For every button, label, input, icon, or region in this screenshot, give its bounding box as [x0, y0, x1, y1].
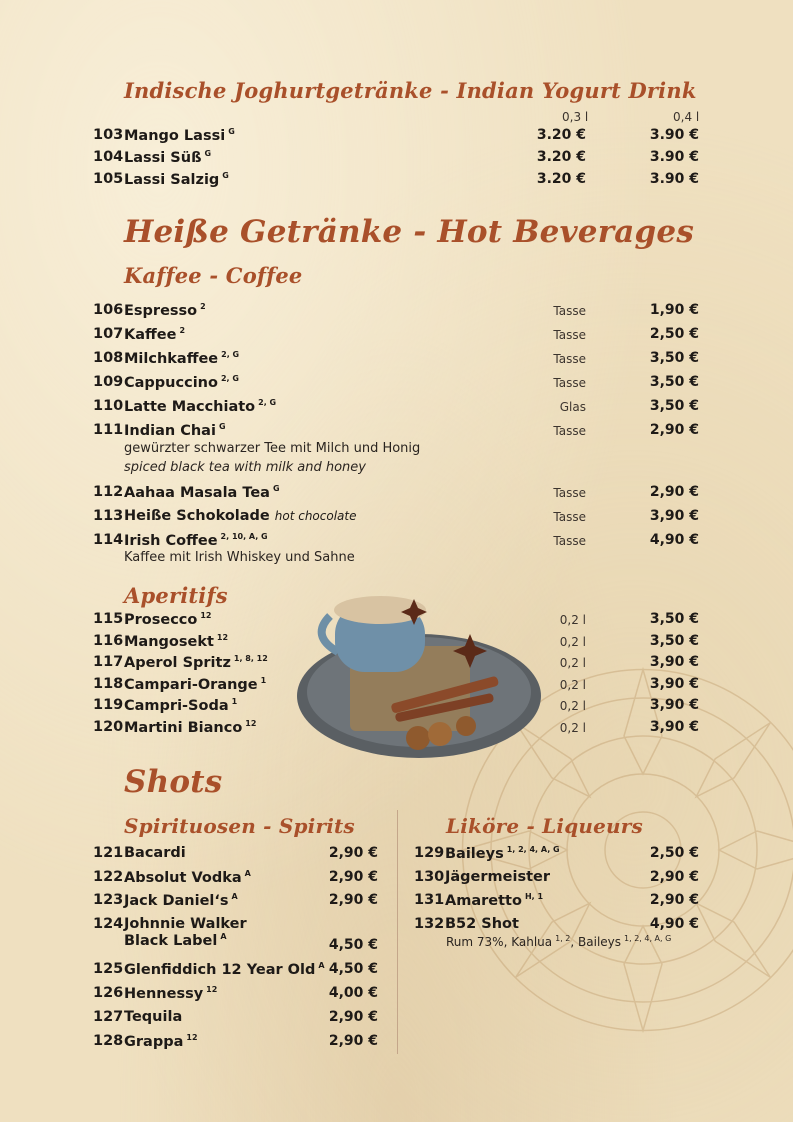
item-number: 106: [93, 302, 124, 318]
price: 4,90 €: [649, 915, 699, 932]
price: 2,90 €: [328, 1033, 378, 1049]
price: 3,50 €: [649, 632, 699, 649]
item-name: Irish Coffee $^{2, 10, A, G}$: [124, 532, 268, 549]
item-number: 124: [93, 916, 124, 932]
chai-cup-image: [290, 586, 548, 766]
serving-unit: 0,2 l: [559, 656, 586, 670]
item-name: Lassi Süß $^G$: [124, 149, 212, 166]
serving-unit: 0,2 l: [559, 613, 586, 627]
item-number: 129: [414, 845, 445, 861]
price: 2,90 €: [649, 422, 699, 438]
price: 2,90 €: [328, 845, 378, 861]
serving-unit: Glas: [559, 400, 586, 414]
size-header-small: 0,3 l: [562, 110, 589, 124]
item-number: 104: [93, 149, 124, 165]
item-name: Mango Lassi $^G$: [124, 127, 235, 144]
serving-unit: 0,2 l: [559, 634, 586, 649]
chai-description-en: spiced black tea with milk and honey: [124, 460, 366, 475]
item-name: Milchkaffee $^{2, G}$: [124, 350, 240, 367]
size-header-large: 0,4 l: [673, 110, 700, 124]
item-name: Jack Daniel‘s $^A$: [124, 892, 238, 909]
price-small: 3.20 €: [536, 149, 586, 165]
item-number: 123: [93, 892, 124, 908]
serving-unit: Tasse: [553, 510, 586, 524]
price-large: 3.90 €: [649, 127, 699, 143]
item-number: 105: [93, 171, 124, 187]
item-number: 132: [414, 915, 445, 932]
price: 2,90 €: [649, 868, 699, 885]
item-number: 109: [93, 374, 124, 390]
item-number: 125: [93, 961, 124, 977]
price: 2,90 €: [328, 869, 378, 885]
item-name: Bacardi: [124, 845, 186, 861]
item-number: 116: [93, 632, 124, 649]
item-number: 112: [93, 484, 124, 500]
spirits-section-title: Spirituosen - Spirits: [124, 814, 355, 838]
price: 4,50 €: [328, 937, 378, 953]
price: 2,50 €: [649, 326, 699, 342]
liqueurs-section-title: Liköre - Liqueurs: [446, 814, 643, 838]
item-name: Hennessy $^{12}$: [124, 985, 218, 1002]
item-name: Johnnie Walker Black Label $^A$: [124, 916, 247, 949]
price: 3,50 €: [649, 398, 699, 414]
item-name: B52 Shot: [445, 915, 519, 932]
item-name: Cappuccino $^{2, G}$: [124, 374, 239, 391]
price: 2,90 €: [649, 484, 699, 500]
coffee-section-title: Kaffee - Coffee: [124, 263, 303, 288]
item-number: 130: [414, 868, 445, 885]
item-name: Espresso $^2$: [124, 302, 206, 319]
item-name: Tequila: [124, 1009, 183, 1025]
irish-coffee-description: Kaffee mit Irish Whiskey und Sahne: [124, 550, 355, 565]
price: 2,90 €: [328, 892, 378, 908]
item-name: Prosecco $^{12}$: [124, 611, 212, 628]
serving-unit: Tasse: [553, 328, 586, 342]
item-number: 113: [93, 508, 124, 524]
item-number: 110: [93, 398, 124, 414]
item-number: 128: [93, 1033, 124, 1049]
item-name: Amaretto $^{H, 1}$: [445, 892, 544, 909]
item-name: Martini Bianco $^{12}$: [124, 718, 257, 736]
serving-unit: 0,2 l: [559, 677, 586, 692]
item-name: Aahaa Masala Tea $^G$: [124, 484, 280, 501]
item-name: Campari-Orange $^1$: [124, 675, 267, 693]
price: 4,00 €: [328, 985, 378, 1001]
price-large: 3.90 €: [649, 149, 699, 165]
serving-unit: Tasse: [553, 376, 586, 390]
item-number: 121: [93, 845, 124, 861]
item-number: 131: [414, 892, 445, 908]
price: 2,50 €: [649, 845, 699, 861]
chai-description-de: gewürzter schwarzer Tee mit Milch und Honig: [124, 441, 421, 456]
item-name: Glenfiddich 12 Year Old $^A$: [124, 961, 325, 978]
item-number: 115: [93, 611, 124, 627]
price: 3,90 €: [649, 697, 699, 713]
item-number: 111: [93, 422, 124, 438]
item-name: Grappa $^{12}$: [124, 1033, 198, 1050]
price-small: 3.20 €: [536, 171, 586, 187]
item-number: 119: [93, 697, 124, 713]
price: 2,90 €: [328, 1009, 378, 1025]
serving-unit: 0,2 l: [559, 720, 586, 735]
item-number: 122: [93, 869, 124, 885]
serving-unit: Tasse: [553, 424, 586, 438]
serving-unit: 0,2 l: [559, 699, 586, 713]
price: 3,50 €: [649, 611, 699, 627]
item-number: 114: [93, 532, 124, 548]
item-name: Latte Macchiato $^{2, G}$: [124, 398, 277, 415]
price: 3,90 €: [649, 675, 699, 692]
column-divider: [397, 810, 398, 1054]
price: 1,90 €: [649, 302, 699, 318]
price: 3,90 €: [649, 654, 699, 670]
item-name: Kaffee $^2$: [124, 326, 186, 343]
price: 3,50 €: [649, 350, 699, 366]
price-large: 3.90 €: [649, 171, 699, 187]
item-number: 103: [93, 127, 124, 143]
price: 3,90 €: [649, 718, 699, 735]
price: 3,50 €: [649, 374, 699, 390]
price: 3,90 €: [649, 508, 699, 524]
item-name: Heiße Schokolade hot chocolate: [124, 508, 357, 524]
price: 4,90 €: [649, 532, 699, 548]
lassi-section-title: Indische Joghurtgetränke - Indian Yogurt Drink: [124, 78, 697, 103]
serving-unit: Tasse: [553, 304, 586, 318]
serving-unit: Tasse: [553, 534, 586, 548]
item-name: Absolut Vodka $^A$: [124, 869, 251, 886]
b52-description: Rum 73%, Kahlua $^{1, 2}$, Baileys $^{1, 2, 4, A, G}$: [446, 934, 672, 949]
item-name: Campri-Soda $^1$: [124, 697, 238, 714]
item-number: 118: [93, 675, 124, 692]
item-number: 117: [93, 654, 124, 670]
price-small: 3.20 €: [536, 127, 586, 143]
item-number: 126: [93, 985, 124, 1001]
price: 2,90 €: [649, 892, 699, 908]
price: 4,50 €: [328, 961, 378, 977]
item-number: 127: [93, 1009, 124, 1025]
item-name: Lassi Salzig $^G$: [124, 171, 229, 188]
hot-beverages-title: Heiße Getränke - Hot Beverages: [124, 214, 694, 250]
item-number: 107: [93, 326, 124, 342]
serving-unit: Tasse: [553, 352, 586, 366]
item-name: Baileys $^{1, 2, 4, A, G}$: [445, 845, 560, 862]
item-name: Aperol Spritz $^{1, 8, 12}$: [124, 654, 268, 671]
item-name: Jägermeister: [445, 868, 551, 885]
shots-title: Shots: [124, 764, 223, 800]
aperitif-section-title: Aperitifs: [124, 583, 228, 608]
item-number: 120: [93, 718, 124, 735]
item-number: 108: [93, 350, 124, 366]
item-name: Indian Chai $^G$: [124, 422, 226, 439]
item-name: Mangosekt $^{12}$: [124, 632, 229, 650]
serving-unit: Tasse: [553, 486, 586, 500]
